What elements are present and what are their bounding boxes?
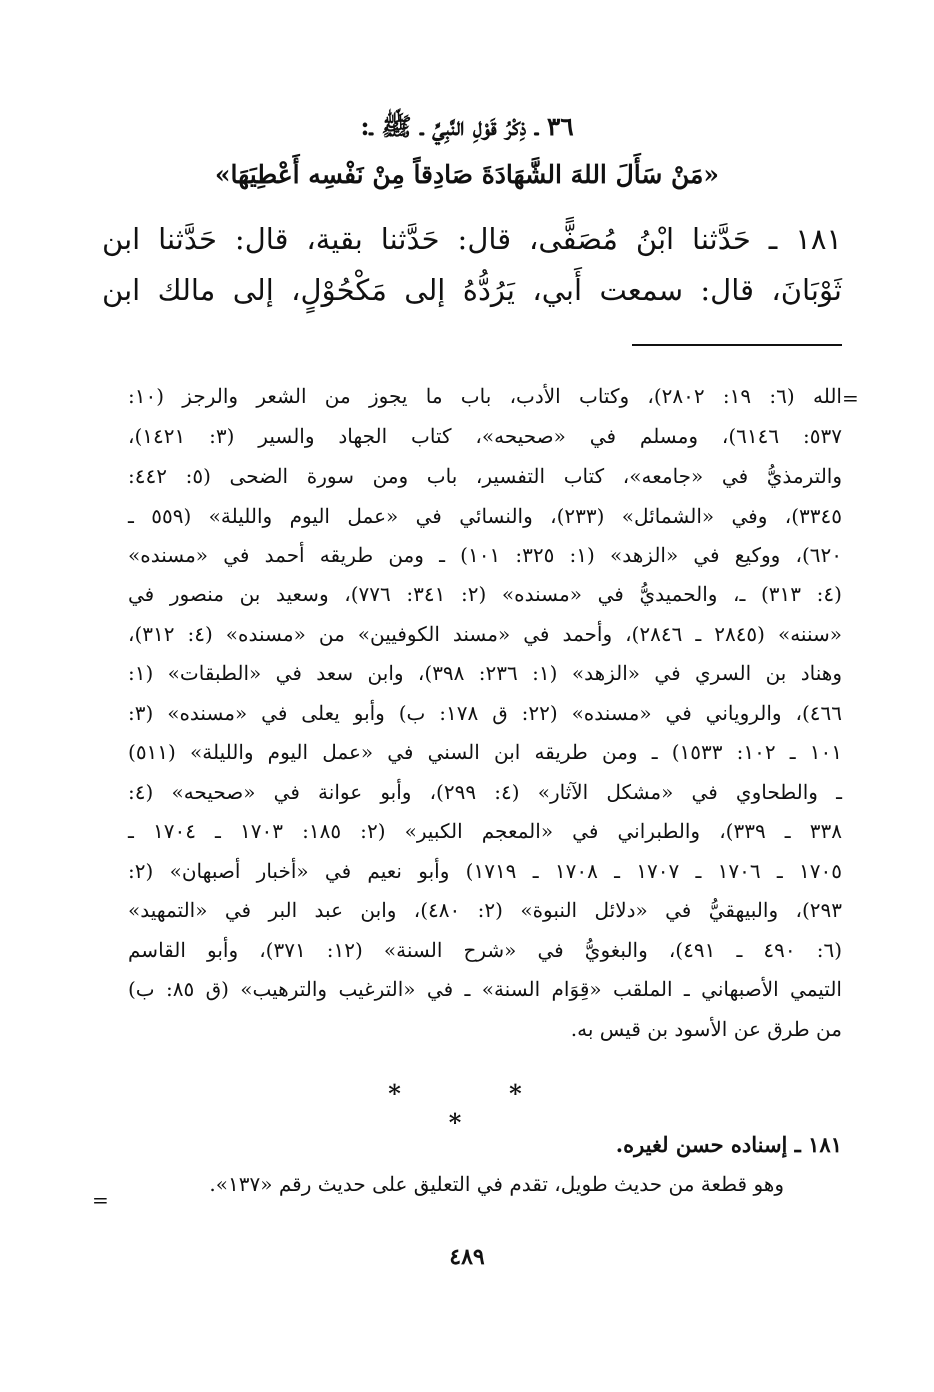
hadith-text-line: ثَوْبَانَ، قال: سمعت أَبي، يَرُدُّهُ إلى مَكْحُوْلٍ، إلى مالك ابن [102,273,842,307]
chapter-title: ٣٦ ـ ذِكْرُ قَوْلِ النَّبِيِّ ـ ﷺ ـ: [360,112,574,141]
chapter-subtitle: «مَنْ سَأَلَ اللهَ الشَّهَادَةَ صَادِقاً مِنْ نَفْسِه أَعْطِيَهَا» [214,160,720,189]
footnote-line: ٤٦٦)، والروياني في «مسنده» (٢٢: ق ١٧٨: ب) وأبو يعلى في «مسنده» (٣: [128,701,842,725]
hadith-text-line: ١٨١ ـ حَدَّثنا ابْنُ مُصَفًّى، قال: حَدَّثنا بقية، قال: حَدَّثنا ابن [102,222,842,256]
footnote-line: ١٠١ ـ ١٠٢: ١٥٣٣) ـ ومن طريقه ابن السني في «عمل اليوم والليلة» (٥١١) [128,740,842,764]
footnote-line: ٣٣٤٥)، وفي «الشمائل» (٢٣٣)، والنسائي في «عمل اليوم والليلة» (٥٥٩ ـ [128,504,843,528]
footnote-line: وهناد بن السري في «الزهد» (١: ٢٣٦: ٣٩٨)، وابن سعد في «الطبقات» (١: [128,661,842,685]
footnote-line: (٤: ٣١٣) ـ، والحميديُّ في «مسنده» (٢: ٣٤١: ٧٧٦)، وسعيد بن منصور في [128,582,842,606]
footnote-line: والترمذيُّ في «جامعه»، كتاب التفسير، باب ومن سورة الضحى (٥: ٤٤٢: [128,464,842,488]
footnote-line: «سننه» (٢٨٤٥ ـ ٢٨٤٦)، وأحمد في «مسند الكوفيين» من «مسنده» (٤: ٣١٢)، [128,622,842,646]
footnote-line: من طرق عن الأسود بن قيس به. [570,1017,842,1041]
section-divider-stars: * * * [388,1079,572,1137]
footnote-line: ٦٢٠)، ووكيع في «الزهد» (١: ٣٢٥: ١٠١) ـ ومن طريقه أحمد في «مسنده» [128,543,842,567]
footnote-line: التيمي الأصبهاني ـ الملقب «قِوَام السنة» ـ في «الترغيب والترهيب» (ق ٨٥: ب) [128,977,842,1001]
hadith-grading: ١٨١ ـ إسناده حسن لغيره. [615,1132,842,1157]
footnote-line: الله (٦: ١٩: ٢٨٠٢)، وكتاب الأدب، باب ما يجوز من الشعر والرجز (١٠: [128,384,842,408]
footnote-line: ١٧٠٥ ـ ١٧٠٦ ـ ١٧٠٧ ـ ١٧٠٨ ـ ١٧١٩) وأبو نعيم في «أخبار أصبهان» (٢: [128,859,842,883]
note-continuation-marker: = [92,1188,109,1212]
footnote-line: (٦: ٤٩٠ ـ ٤٩١)، والبغويُّ في «شرح السنة» (١٢: ٣٧١)، وأبو القاسم [128,938,843,962]
footnote-line: ٢٩٣)، والبيهقيُّ في «دلائل النبوة» (٢: ٤٨٠)، وابن عبد البر في «التمهيد» [128,898,842,922]
footnote-separator [632,344,842,346]
footnote-line: ٥٣٧: ٦١٤٦)، ومسلم في «صحيحه»، كتاب الجهاد والسير (٣: ١٤٢١)، [128,424,842,448]
footnote-continuation-marker: = [842,386,859,410]
page-number: ٤٨٩ [449,1244,485,1270]
footnote-line: ٣٣٨ ـ ٣٣٩)، والطبراني في «المعجم الكبير» (٢: ١٨٥: ١٧٠٣ ـ ١٧٠٤ ـ [128,819,842,843]
footnote-line: ـ والطحاوي في «مشكل الآثار» (٤: ٢٩٩)، وأبو عوانة في «صحيحه» (٤: [128,780,842,804]
grading-note: وهو قطعة من حديث طويل، تقدم في التعليق على حديث رقم «١٣٧». [209,1172,784,1196]
